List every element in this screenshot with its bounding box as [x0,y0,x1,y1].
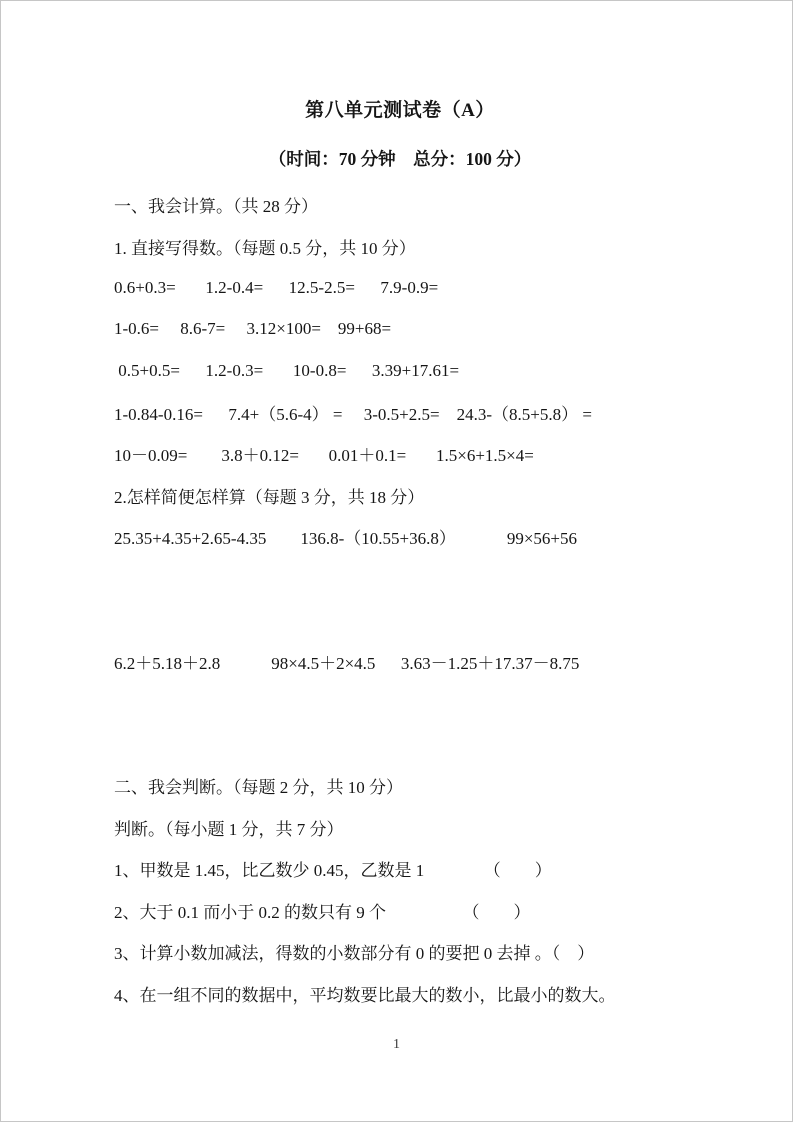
judge-item-3: 3、计算小数加减法，得数的小数部分有 0 的要把 0 去掉 。（ ） [114,944,595,964]
judge-item-2: 2、大于 0.1 而小于 0.2 的数只有 9 个 （ ） [114,902,531,922]
blank-line [114,599,686,641]
simplify-row-1: 25.35+4.35+2.65-4.35 136.8-（10.55+36.8） 99×56+56 [114,529,578,549]
page-title: 第八单元测试卷（A） [305,100,495,121]
section-calc-heading: 一、我会计算。（共 28 分） [114,197,318,217]
document-lines [114,184,686,1014]
judge-item-4: 4、在一组不同的数据中，平均数要比最大的数小，比最小的数大。 [114,985,616,1005]
part-simplify-heading: 2.怎样简便怎样算（每题 3 分，共 18 分） [114,487,425,507]
section-judge-heading: 二、我会判断。（每题 2 分，共 10 分） [114,778,403,798]
simplify-row-2: 6.2＋5.18＋2.8 98×4.5＋2×4.5 3.63－1.25＋17.37－8.75 [114,653,580,673]
judge-item-1: 1、甲数是 1.45，比乙数少 0.45，乙数是 1 （ ） [114,861,552,881]
page-subtitle: （时间：70 分钟 总分：100 分） [268,149,532,169]
section-judge-subheading: 判断。（每小题 1 分，共 7 分） [114,819,344,839]
direct-calc-row-3: 0.5+0.5= 1.2-0.3= 10-0.8= 3.39+17.61= [114,360,460,380]
direct-calc-row-5: 10－0.09= 3.8＋0.12= 0.01＋0.1= 1.5×6+1.5×4= [114,446,534,466]
direct-calc-row-4: 1-0.84-0.16= 7.4+（5.6-4） = 3-0.5+2.5= 24.3-（8.5+5.8） = [114,404,592,424]
blank-line [114,724,686,766]
blank-line [114,682,686,724]
part-direct-heading: 1. 直接写得数。（每题 0.5 分，共 10 分） [114,238,416,258]
blank-line [114,558,686,600]
direct-calc-row-1: 0.6+0.3= 1.2-0.4= 12.5-2.5= 7.9-0.9= [114,277,439,297]
page-number: 1 [393,1037,400,1052]
document-body [114,1,686,1014]
direct-calc-row-2: 1-0.6= 8.6-7= 3.12×100= 99+68= [114,319,392,339]
